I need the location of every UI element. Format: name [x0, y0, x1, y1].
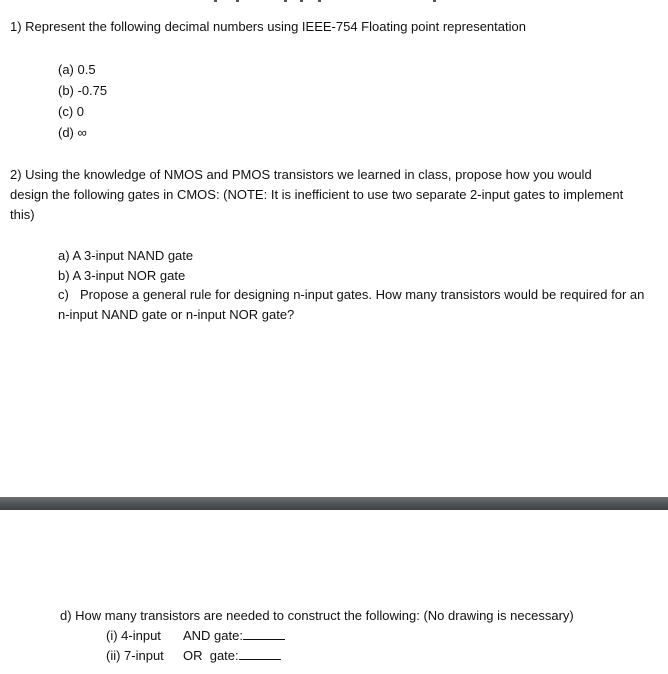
part-d-item-i-gate: AND gate:	[183, 628, 243, 643]
cropped-glyph	[300, 0, 303, 2]
page-divider-bar	[0, 497, 668, 510]
part-d-item-ii	[106, 646, 285, 666]
question-2-item-b: b) A 3-input NOR gate	[58, 267, 186, 283]
question-1-prompt: 1) Represent the following decimal numbers using IEEE-754 Floating point representation	[10, 19, 526, 34]
part-d-item-i-label: (i) 4-input	[106, 628, 161, 643]
question-1-list	[58, 59, 107, 143]
question-1-item-a: (a) 0.5	[58, 62, 96, 77]
answer-blank	[239, 647, 281, 660]
answer-blank	[243, 627, 285, 640]
cropped-glyph	[214, 0, 217, 2]
question-2-prompt: 2) Using the knowledge of NMOS and PMOS transistors we learned in class, propose how you would design the following gates in CMOS: (NOTE: It is inefficient to use two separate 2-input gates to implement this)	[10, 167, 624, 222]
question-2-item-c-label: c)	[58, 287, 69, 302]
question-1-item-d: (d) ∞	[58, 125, 87, 140]
question-1-item-c: (c) 0	[58, 104, 84, 119]
question-1-item-b: (b) -0.75	[58, 83, 108, 98]
part-d-item-ii-gate: OR gate:	[183, 648, 239, 663]
question-2-item-c	[58, 285, 648, 324]
cropped-glyph	[318, 0, 321, 2]
part-d-item-i	[106, 626, 285, 646]
question-2-item-a: a) A 3-input NAND gate	[58, 248, 194, 263]
cropped-glyph	[433, 0, 436, 2]
part-d-list	[106, 626, 285, 666]
part-d-prompt: d) How many transistors are needed to construct the following: (No drawing is necessary)	[60, 608, 574, 623]
question-2-list	[58, 246, 648, 324]
part-d-item-ii-label: (ii) 7-input	[106, 648, 164, 663]
cropped-previous-text	[0, 0, 668, 4]
cropped-glyph	[284, 0, 287, 2]
cropped-glyph	[236, 0, 239, 2]
question-2-item-c-text: Propose a general rule for designing n-input gates. How many transistors would be required for an n-input NAND gate or n-input NOR gate?	[58, 287, 645, 322]
